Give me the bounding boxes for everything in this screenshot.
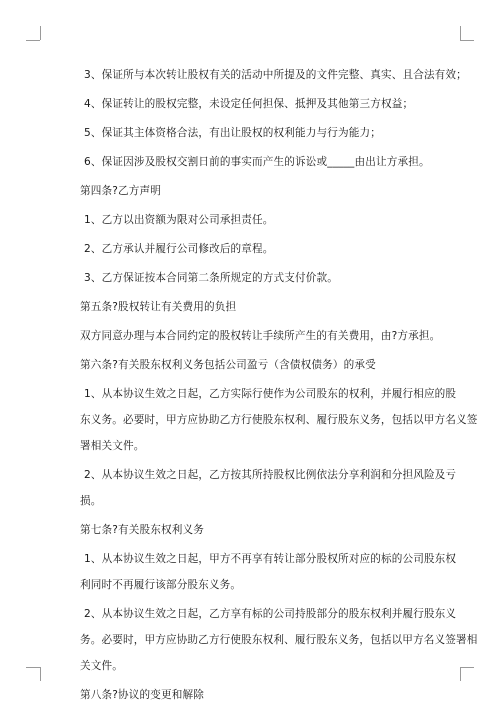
article-6-item-1-line-2: 东义务。必要时，甲方应协助乙方行使股东权利、履行股东义务，包括以甲方名义签 — [80, 414, 478, 426]
clause-4-equity-complete: 4、保证转让的股权完整，未设定任何担保、抵押及其他第三方权益； — [84, 98, 414, 110]
crop-mark-bottom-left-v — [40, 667, 41, 681]
clause-3-file-integrity: 3、保证所与本次转让股权有关的活动中所提及的文件完整、真实、且合法有效； — [84, 69, 467, 81]
article-7-heading: 第七条?有关股东权利义务 — [80, 524, 204, 536]
article-7-item-2-line-1: 2、从本协议生效之日起，乙方享有标的公司持股部分的股东权利并履行股东义 — [84, 608, 457, 620]
crop-mark-top-right-h — [460, 40, 474, 41]
article-6-item-1-line-3: 署相关文件。 — [80, 440, 145, 452]
article-4-item-2: 2、乙方承认并履行公司修改后的章程。 — [84, 243, 274, 255]
article-6-heading: 第六条?有关股东权利义务包括公司盈亏（含债权债务）的承受 — [80, 359, 376, 371]
article-6-item-2-line-2: 损。 — [80, 495, 102, 507]
article-4-item-1: 1、乙方以出资额为限对公司承担责任。 — [84, 214, 274, 226]
clause-5-legal-status: 5、保证其主体资格合法，有出让股权的权利能力与行为能力； — [84, 127, 381, 139]
article-4-item-3: 3、乙方保证按本合同第二条所规定的方式支付价款。 — [84, 272, 338, 284]
article-7-item-2-line-2: 务。必要时，甲方应协助乙方行使股东权利、履行股东义务，包括以甲方名义签署相 — [80, 634, 478, 646]
clause-6-litigation: 6、保证因涉及股权交割日前的事实而产生的诉讼或_____由出让方承担。 — [84, 156, 430, 168]
article-6-item-2-line-1: 2、从本协议生效之日起，乙方按其所持股权比例依法分享利润和分担风险及亏 — [84, 469, 457, 481]
crop-mark-bottom-right-h — [460, 667, 474, 668]
crop-mark-bottom-right-v — [460, 667, 461, 681]
crop-mark-bottom-left-h — [26, 667, 40, 668]
article-7-item-1-line-2: 利同时不再履行该部分股东义务。 — [80, 579, 242, 591]
crop-mark-top-right-v — [460, 26, 461, 40]
crop-mark-top-left-v — [40, 26, 41, 40]
article-8-heading: 第八条?协议的变更和解除 — [80, 689, 204, 701]
crop-mark-top-left-h — [26, 40, 40, 41]
article-5-text: 双方同意办理与本合同约定的股权转让手续所产生的有关费用，由?方承担。 — [80, 330, 441, 342]
article-7-item-1-line-1: 1、从本协议生效之日起，甲方不再享有转让部分股权所对应的标的公司股东权 — [84, 553, 457, 565]
article-5-heading: 第五条?股权转让有关费用的负担 — [80, 301, 237, 313]
article-4-heading: 第四条?乙方声明 — [80, 185, 161, 197]
article-7-item-2-line-3: 关文件。 — [80, 660, 123, 672]
article-6-item-1-line-1: 1、从本协议生效之日起，乙方实际行使作为公司股东的权利，并履行相应的股 — [84, 388, 457, 400]
